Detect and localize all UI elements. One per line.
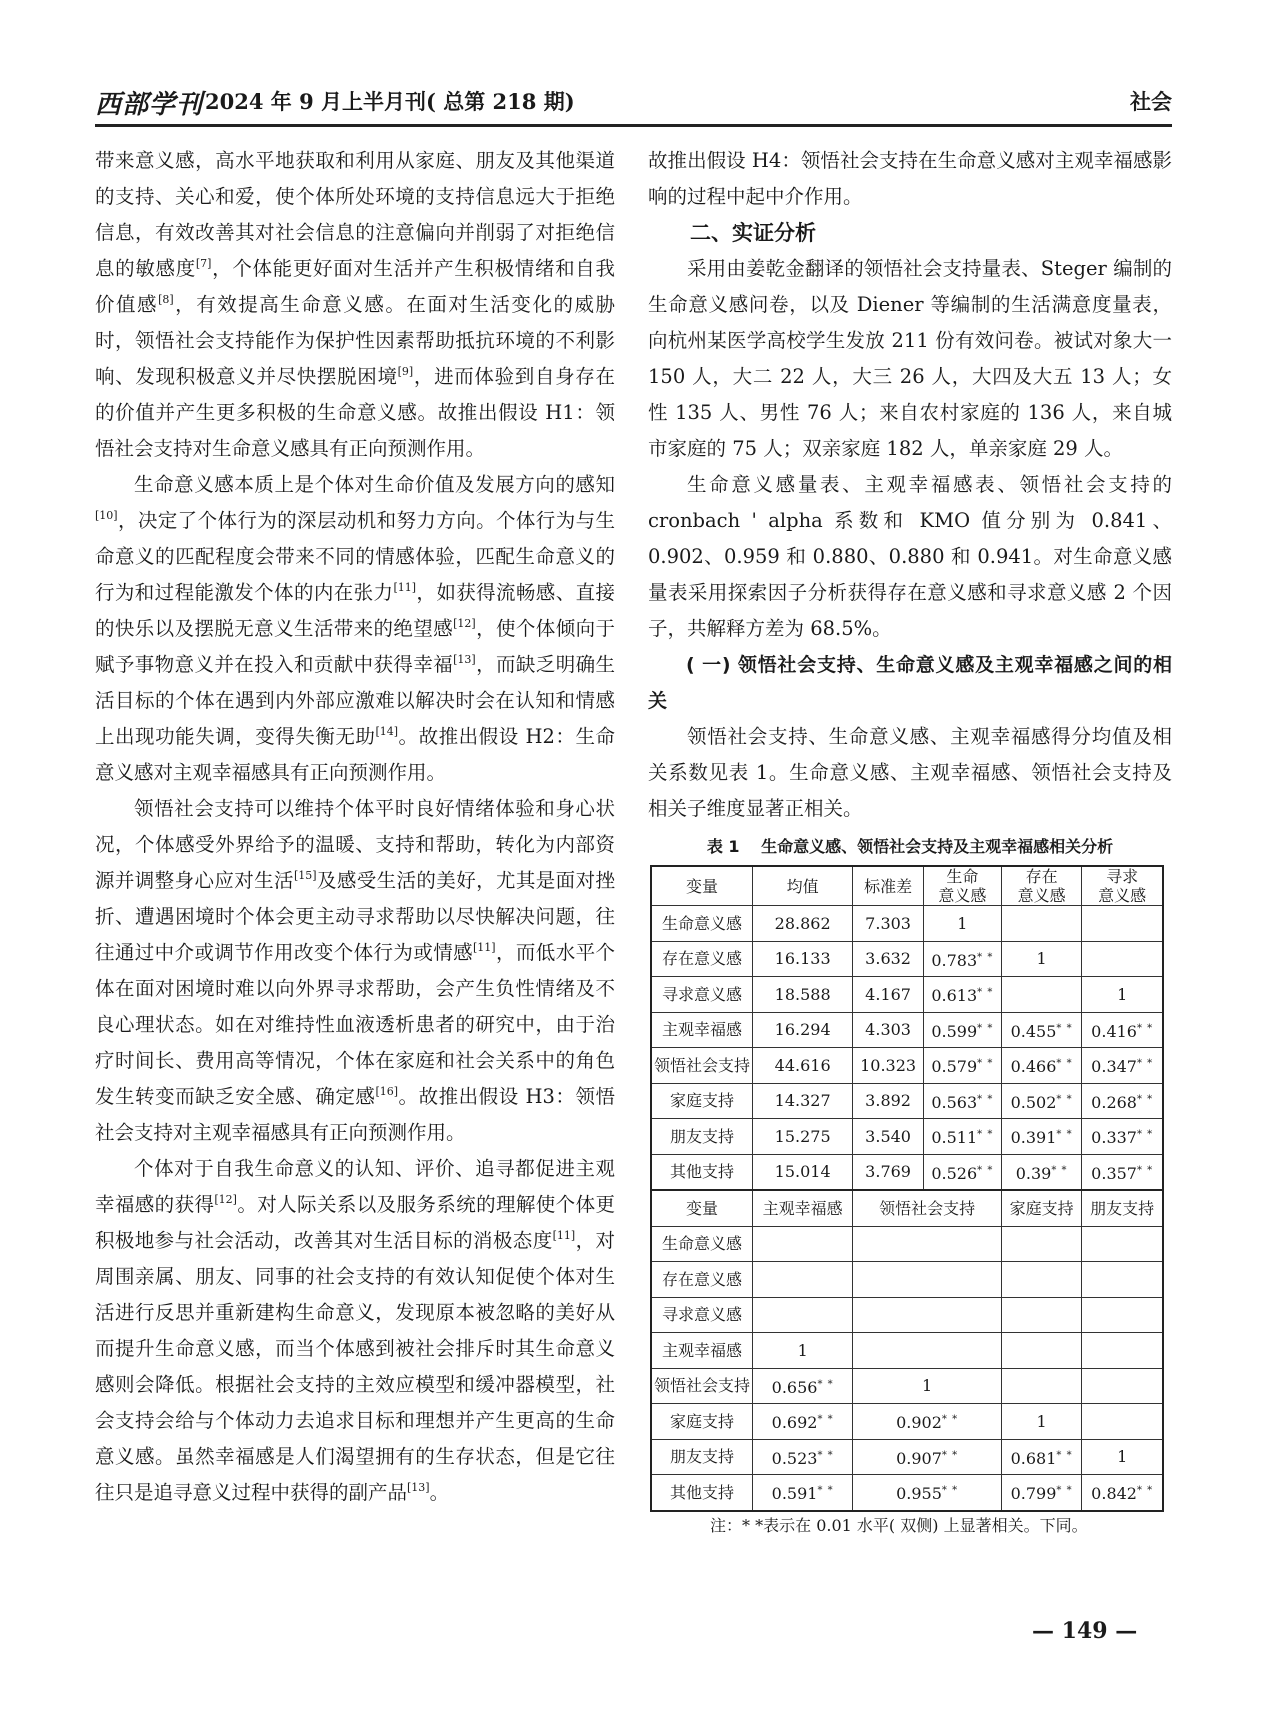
table-cell-value [1082,1368,1163,1404]
table-cell-value [1082,1333,1163,1369]
table-cell-variable: 朋友支持 [651,1439,753,1475]
table-cell-sd: 3.892 [853,1083,924,1119]
table-cell-value: 1 [1082,977,1163,1013]
table-cell-sd: 3.769 [853,1154,924,1190]
table-cell-value [1001,1297,1082,1333]
table-cell-value [753,1297,853,1333]
table-cell-value [1001,1333,1082,1369]
table-row [651,1297,1163,1333]
subsection-heading: ( 一) 领悟社会支持、生命意义感及主观幸福感之间的相关 [648,654,1172,712]
table-row [651,1368,1163,1404]
table-cell-variable: 生命意义感 [651,906,753,942]
table-cell-variable: 生命意义感 [651,1226,753,1262]
table-cell-value: 0.502* * [1001,1083,1082,1119]
paragraph: 采用由姜乾金翻译的领悟社会支持量表、Steger 编制的生命意义感问卷，以及 Diener 等编制的生活满意度量表，向杭州某医学高校学生发放 211 份有效问卷。被试对象大一 150 人，大二 22 人，大三 26 人，大四及大五 13 人；女性 135 人、男性 76 人；来自农村家庭的 136 人，来自城市家庭的 75 人；双亲家庭 182 人，单亲家庭 29 人。 [648,257,1172,460]
table-cell-value [1001,906,1082,942]
table-cell-mean: 44.616 [753,1048,853,1084]
paragraph: 生命意义感本质上是个体对生命价值及发展方向的感知[10]，决定了个体行为的深层动机和努力方向。个体行为与生命意义的匹配程度会带来不同的情感体验，匹配生命意义的行为和过程能激发个体的内在张力[11]，如获得流畅感、直接的快乐以及摆脱无意义生活带来的绝望感[12]，使个体倾向于赋予事物意义并在投入和贡献中获得幸福[13]，而缺乏明确生活目标的个体在遇到内外部应激难以解决时会在认知和情感上出现功能失调，变得失衡无助[14]。故推出假设 H2：生命意义感对主观幸福感具有正向预测作用。 [95,473,615,784]
left-column [95,143,615,1511]
table-cell-value: 0.955* * [853,1475,1002,1511]
table-header-cell: 领悟社会支持 [853,1190,1002,1226]
table-cell-value [1082,1297,1163,1333]
table-cell-value: 0.692* * [753,1404,853,1440]
table-cell-value: 0.613* * [923,977,1001,1013]
table-cell-value: 0.526* * [923,1154,1001,1190]
table-row [651,1154,1163,1190]
table-cell-value: 0.783* * [923,941,1001,977]
table-cell-variable: 寻求意义感 [651,977,753,1013]
table-cell-variable: 领悟社会支持 [651,1368,753,1404]
table-cell-value [1082,1262,1163,1298]
paragraph: 故推出假设 H4：领悟社会支持在生命意义感对主观幸福感影响的过程中起中介作用。 [648,149,1172,208]
table-cell-mean: 14.327 [753,1083,853,1119]
table-cell-value [753,1226,853,1262]
table-caption: 表 1 生命意义感、领悟社会支持及主观幸福感相关分析 [706,837,1114,856]
table-header-cell: 家庭支持 [1001,1190,1082,1226]
table-cell-value: 0.656* * [753,1368,853,1404]
page-header [95,80,1172,120]
table-cell-variable: 家庭支持 [651,1083,753,1119]
table-cell-mean: 16.294 [753,1012,853,1048]
table-row [651,1083,1163,1119]
table-header-cell: 变量 [651,866,753,906]
table-header-cell: 生命 意义感 [923,866,1001,906]
table-row [651,1262,1163,1298]
table-cell-value: 0.563* * [923,1083,1001,1119]
table-row [651,1439,1163,1475]
table-cell-value: 0.902* * [853,1404,1002,1440]
table-cell-mean: 15.275 [753,1119,853,1155]
table-row [651,1226,1163,1262]
table-cell-value: 0.842* * [1082,1475,1163,1511]
table-header-row [651,1190,1163,1226]
table-cell-value [753,1262,853,1298]
paragraph: 生命意义感量表、主观幸福感表、领悟社会支持的 cronbach ' alpha 系数和 KMO 值分别为 0.841、0.902、0.959 和 0.880、0.880 和 0.941。对生命意义感量表采用探索因子分析获得存在意义感和寻求意义感 2 个因子，共解释方差为 68.5%。 [648,473,1172,640]
table-cell-variable: 存在意义感 [651,941,753,977]
table-cell-value: 0.799* * [1001,1475,1082,1511]
table-cell-sd: 3.540 [853,1119,924,1155]
table-cell-value: 1 [753,1333,853,1369]
table-note: 注：* *表示在 0.01 水平( 双侧) 上显著相关。下同。 [710,1515,1088,1535]
table-cell-mean: 16.133 [753,941,853,977]
table-cell-value: 0.347* * [1082,1048,1163,1084]
table-header-cell: 存在 意义感 [1001,866,1082,906]
paragraph: 领悟社会支持可以维持个体平时良好情绪体验和身心状况，个体感受外界给予的温暖、支持和帮助，转化为内部资源并调整身心应对生活[15]及感受生活的美好，尤其是面对挫折、遭遇困境时个体会更主动寻求帮助以尽快解决问题，往往通过中介或调节作用改变个体行为或情感[11]，而低水平个体在面对困境时难以向外界寻求帮助，会产生负性情绪及不良心理状态。如在对维持性血液透析患者的研究中，由于治疗时间长、费用高等情况，个体在家庭和社会关系中的角色发生转变而缺乏安全感、确定感[16]。故推出假设 H3：领悟社会支持对主观幸福感具有正向预测作用。 [95,797,615,1144]
table-cell-value: 1 [1001,941,1082,977]
table-cell-value [1001,1226,1082,1262]
table-header-cell: 朋友支持 [1082,1190,1163,1226]
table-cell-value: 1 [1001,1404,1082,1440]
table-cell-value: 0.907* * [853,1439,1002,1475]
table-cell-value: 0.391* * [1001,1119,1082,1155]
table-cell-variable: 其他支持 [651,1154,753,1190]
table-cell-value [853,1262,1002,1298]
table-cell-value [1082,906,1163,942]
table-row [651,1333,1163,1369]
table-cell-value: 0.357* * [1082,1154,1163,1190]
table-row [651,1119,1163,1155]
table-header-cell: 寻求 意义感 [1082,866,1163,906]
paragraph: 带来意义感，高水平地获取和利用从家庭、朋友及其他渠道的支持、关心和爱，使个体所处环境的支持信息远大于拒绝信息，有效改善其对社会信息的注意偏向并削弱了对拒绝信息的敏感度[7]，个体能更好面对生活并产生积极情绪和自我价值感[8]，有效提高生命意义感。在面对生活变化的威胁时，领悟社会支持能作为保护性因素帮助抵抗环境的不利影响、发现积极意义并尽快摆脱困境[9]，进而体验到自身存在的价值并产生更多积极的生命意义感。故推出假设 H1：领悟社会支持对生命意义感具有正向预测作用。 [95,149,615,460]
table-row [651,1048,1163,1084]
table-cell-value: 0.579* * [923,1048,1001,1084]
table-cell-value: 1 [853,1368,1002,1404]
table-row [651,906,1163,942]
paragraph: 个体对于自我生命意义的认知、评价、追寻都促进主观幸福感的获得[12]。对人际关系以及服务系统的理解使个体更积极地参与社会活动，改善其对生活目标的消极态度[11]，对周围亲属、朋友、同事的社会支持的有效认知促使个体对生活进行反思并重新建构生命意义，发现原本被忽略的美好从而提升生命意义感，而当个体感到被社会排斥时其生命意义感则会降低。根据社会支持的主效应模型和缓冲器模型，社会支持会给与个体动力去追求目标和理想并产生更高的生命意义感。虽然幸福感是人们渴望拥有的生存状态，但是它往往只是追寻意义过程中获得的副产品[13]。 [95,1157,615,1504]
table-cell-value: 0.455* * [1001,1012,1082,1048]
correlation-table [650,865,1164,1512]
issue-info: 2024 年 9 月上半月刊( 总第 218 期) [205,89,575,114]
header-rule [95,124,1172,127]
table-cell-variable: 领悟社会支持 [651,1048,753,1084]
table-cell-value [1001,977,1082,1013]
table-cell-mean: 18.588 [753,977,853,1013]
table-cell-value: 0.681* * [1001,1439,1082,1475]
table-row [651,941,1163,977]
table-cell-variable: 主观幸福感 [651,1012,753,1048]
table-cell-variable: 存在意义感 [651,1262,753,1298]
table-header-cell: 主观幸福感 [753,1190,853,1226]
journal-logo: 西部学刊 [95,90,204,120]
table-cell-value: 0.599* * [923,1012,1001,1048]
table-cell-value [1082,1404,1163,1440]
table-cell-variable: 主观幸福感 [651,1333,753,1369]
table-cell-value [1001,1368,1082,1404]
table-cell-value: 0.337* * [1082,1119,1163,1155]
table-cell-value [853,1226,1002,1262]
table-row [651,1012,1163,1048]
section-heading: 二、实证分析 [690,221,816,245]
table-cell-value: 0.511* * [923,1119,1001,1155]
paragraph: 领悟社会支持、生命意义感、主观幸福感得分均值及相关系数见表 1。生命意义感、主观幸福感、领悟社会支持及相关子维度显著正相关。 [648,725,1172,820]
table-cell-value: 0.39* * [1001,1154,1082,1190]
table-cell-value [1082,941,1163,977]
table-cell-value: 0.523* * [753,1439,853,1475]
table-cell-value: 0.466* * [1001,1048,1082,1084]
table-cell-value [853,1297,1002,1333]
table-cell-value [853,1333,1002,1369]
table-cell-variable: 寻求意义感 [651,1297,753,1333]
table-header-row [651,866,1163,906]
table-header-cell: 标准差 [853,866,924,906]
table-cell-sd: 4.303 [853,1012,924,1048]
table-cell-value: 1 [1082,1439,1163,1475]
table-body [651,866,1163,1511]
table-cell-value: 1 [923,906,1001,942]
table-header-cell: 变量 [651,1190,753,1226]
table-cell-variable: 朋友支持 [651,1119,753,1155]
table-cell-variable: 其他支持 [651,1475,753,1511]
table-cell-mean: 15.014 [753,1154,853,1190]
table-cell-value [1082,1226,1163,1262]
page-number: — 149 — [1032,1618,1138,1644]
table-header-cell: 均值 [753,866,853,906]
table-row [651,977,1163,1013]
table-cell-value: 0.268* * [1082,1083,1163,1119]
table-row [651,1475,1163,1511]
table-row [651,1404,1163,1440]
table-cell-sd: 3.632 [853,941,924,977]
table-cell-sd: 10.323 [853,1048,924,1084]
table-cell-value: 0.591* * [753,1475,853,1511]
table-cell-sd: 7.303 [853,906,924,942]
table-cell-value [1001,1262,1082,1298]
table-cell-value: 0.416* * [1082,1012,1163,1048]
section-name: 社会 [1130,89,1172,114]
table-cell-mean: 28.862 [753,906,853,942]
right-column [648,143,1172,1540]
table-cell-sd: 4.167 [853,977,924,1013]
table-cell-variable: 家庭支持 [651,1404,753,1440]
